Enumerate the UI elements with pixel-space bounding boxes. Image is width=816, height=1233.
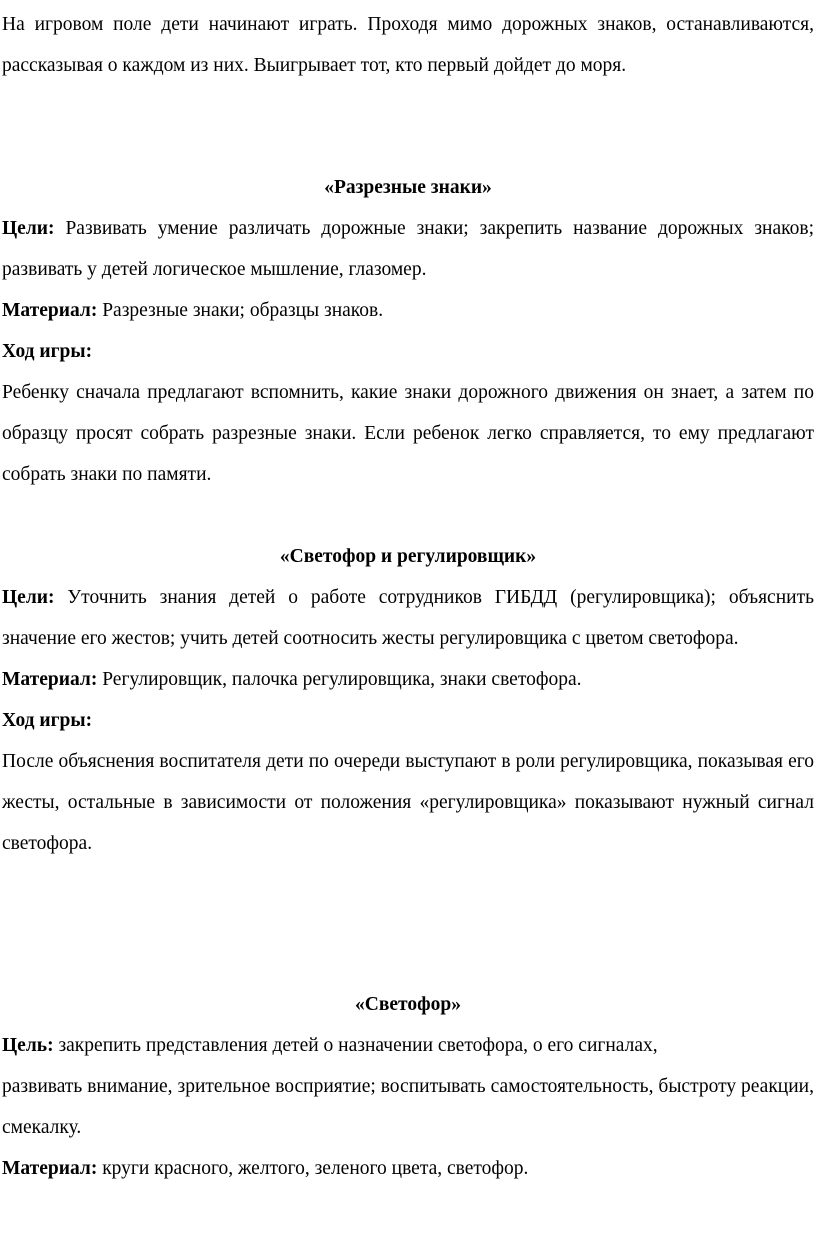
game-section-traffic-light-and-controller bbox=[2, 536, 814, 864]
game-goals bbox=[2, 208, 814, 290]
game-title: «Разрезные знаки» bbox=[324, 177, 492, 198]
material-label: Материал: bbox=[2, 300, 98, 321]
game-process-heading bbox=[2, 700, 814, 741]
spacer bbox=[2, 864, 814, 984]
game-process-text: После объяснения воспитателя дети по очереди выступают в роли регулировщика, показывая его жесты, остальные в зависимости от положения «регулировщика» показывают нужный сигнал светофора. bbox=[2, 751, 814, 854]
goals-text: Развивать умение различать дорожные знаки; закрепить название дорожных знаков; развивать у детей логическое мышление, глазомер. bbox=[2, 218, 814, 280]
game-section-traffic-light bbox=[2, 984, 814, 1189]
material-text: Регулировщик, палочка регулировщика, знаки светофора. bbox=[97, 669, 582, 690]
material-text: Разрезные знаки; образцы знаков. bbox=[97, 300, 384, 321]
spacer bbox=[2, 86, 814, 167]
game-process-heading bbox=[2, 331, 814, 372]
material-label: Материал: bbox=[2, 1158, 98, 1179]
goal-text-first-line: закрепить представления детей о назначении светофора, о его сигналах, bbox=[53, 1035, 658, 1056]
material-label: Материал: bbox=[2, 669, 98, 690]
material-text: круги красного, желтого, зеленого цвета, светофор. bbox=[97, 1158, 529, 1179]
goals-label: Цели: bbox=[2, 218, 55, 239]
game-goal-continuation: развивать внимание, зрительное восприятие; воспитывать самостоятельность, быстроту реакции, смекалку. bbox=[2, 1076, 814, 1138]
spacer bbox=[2, 495, 814, 536]
process-label: Ход игры: bbox=[2, 710, 93, 731]
game-process-text: Ребенку сначала предлагают вспомнить, какие знаки дорожного движения он знает, а затем по образцу просят собрать разрезные знаки. Если ребенок легко справляется, то ему предлагают собрать знаки по памяти. bbox=[2, 382, 814, 485]
goals-label: Цели: bbox=[2, 587, 55, 608]
game-goal-line bbox=[2, 1025, 814, 1066]
process-label: Ход игры: bbox=[2, 341, 93, 362]
goal-label: Цель: bbox=[2, 1035, 54, 1056]
game-material bbox=[2, 290, 814, 331]
goals-text: Уточнить знания детей о работе сотрудников ГИБДД (регулировщика); объяснить значение его жестов; учить детей соотносить жесты регулировщика с цветом светофора. bbox=[2, 587, 814, 649]
game-material bbox=[2, 659, 814, 700]
game-title: «Светофор и регулировщик» bbox=[279, 546, 537, 567]
game-goals bbox=[2, 577, 814, 659]
intro-paragraph: На игровом поле дети начинают играть. Проходя мимо дорожных знаков, останавливаются, рассказывая о каждом из них. Выигрывает тот, кто первый дойдет до моря. bbox=[2, 14, 814, 76]
game-material bbox=[2, 1148, 814, 1189]
game-section-cut-signs bbox=[2, 167, 814, 495]
game-title: «Светофор» bbox=[355, 994, 461, 1015]
